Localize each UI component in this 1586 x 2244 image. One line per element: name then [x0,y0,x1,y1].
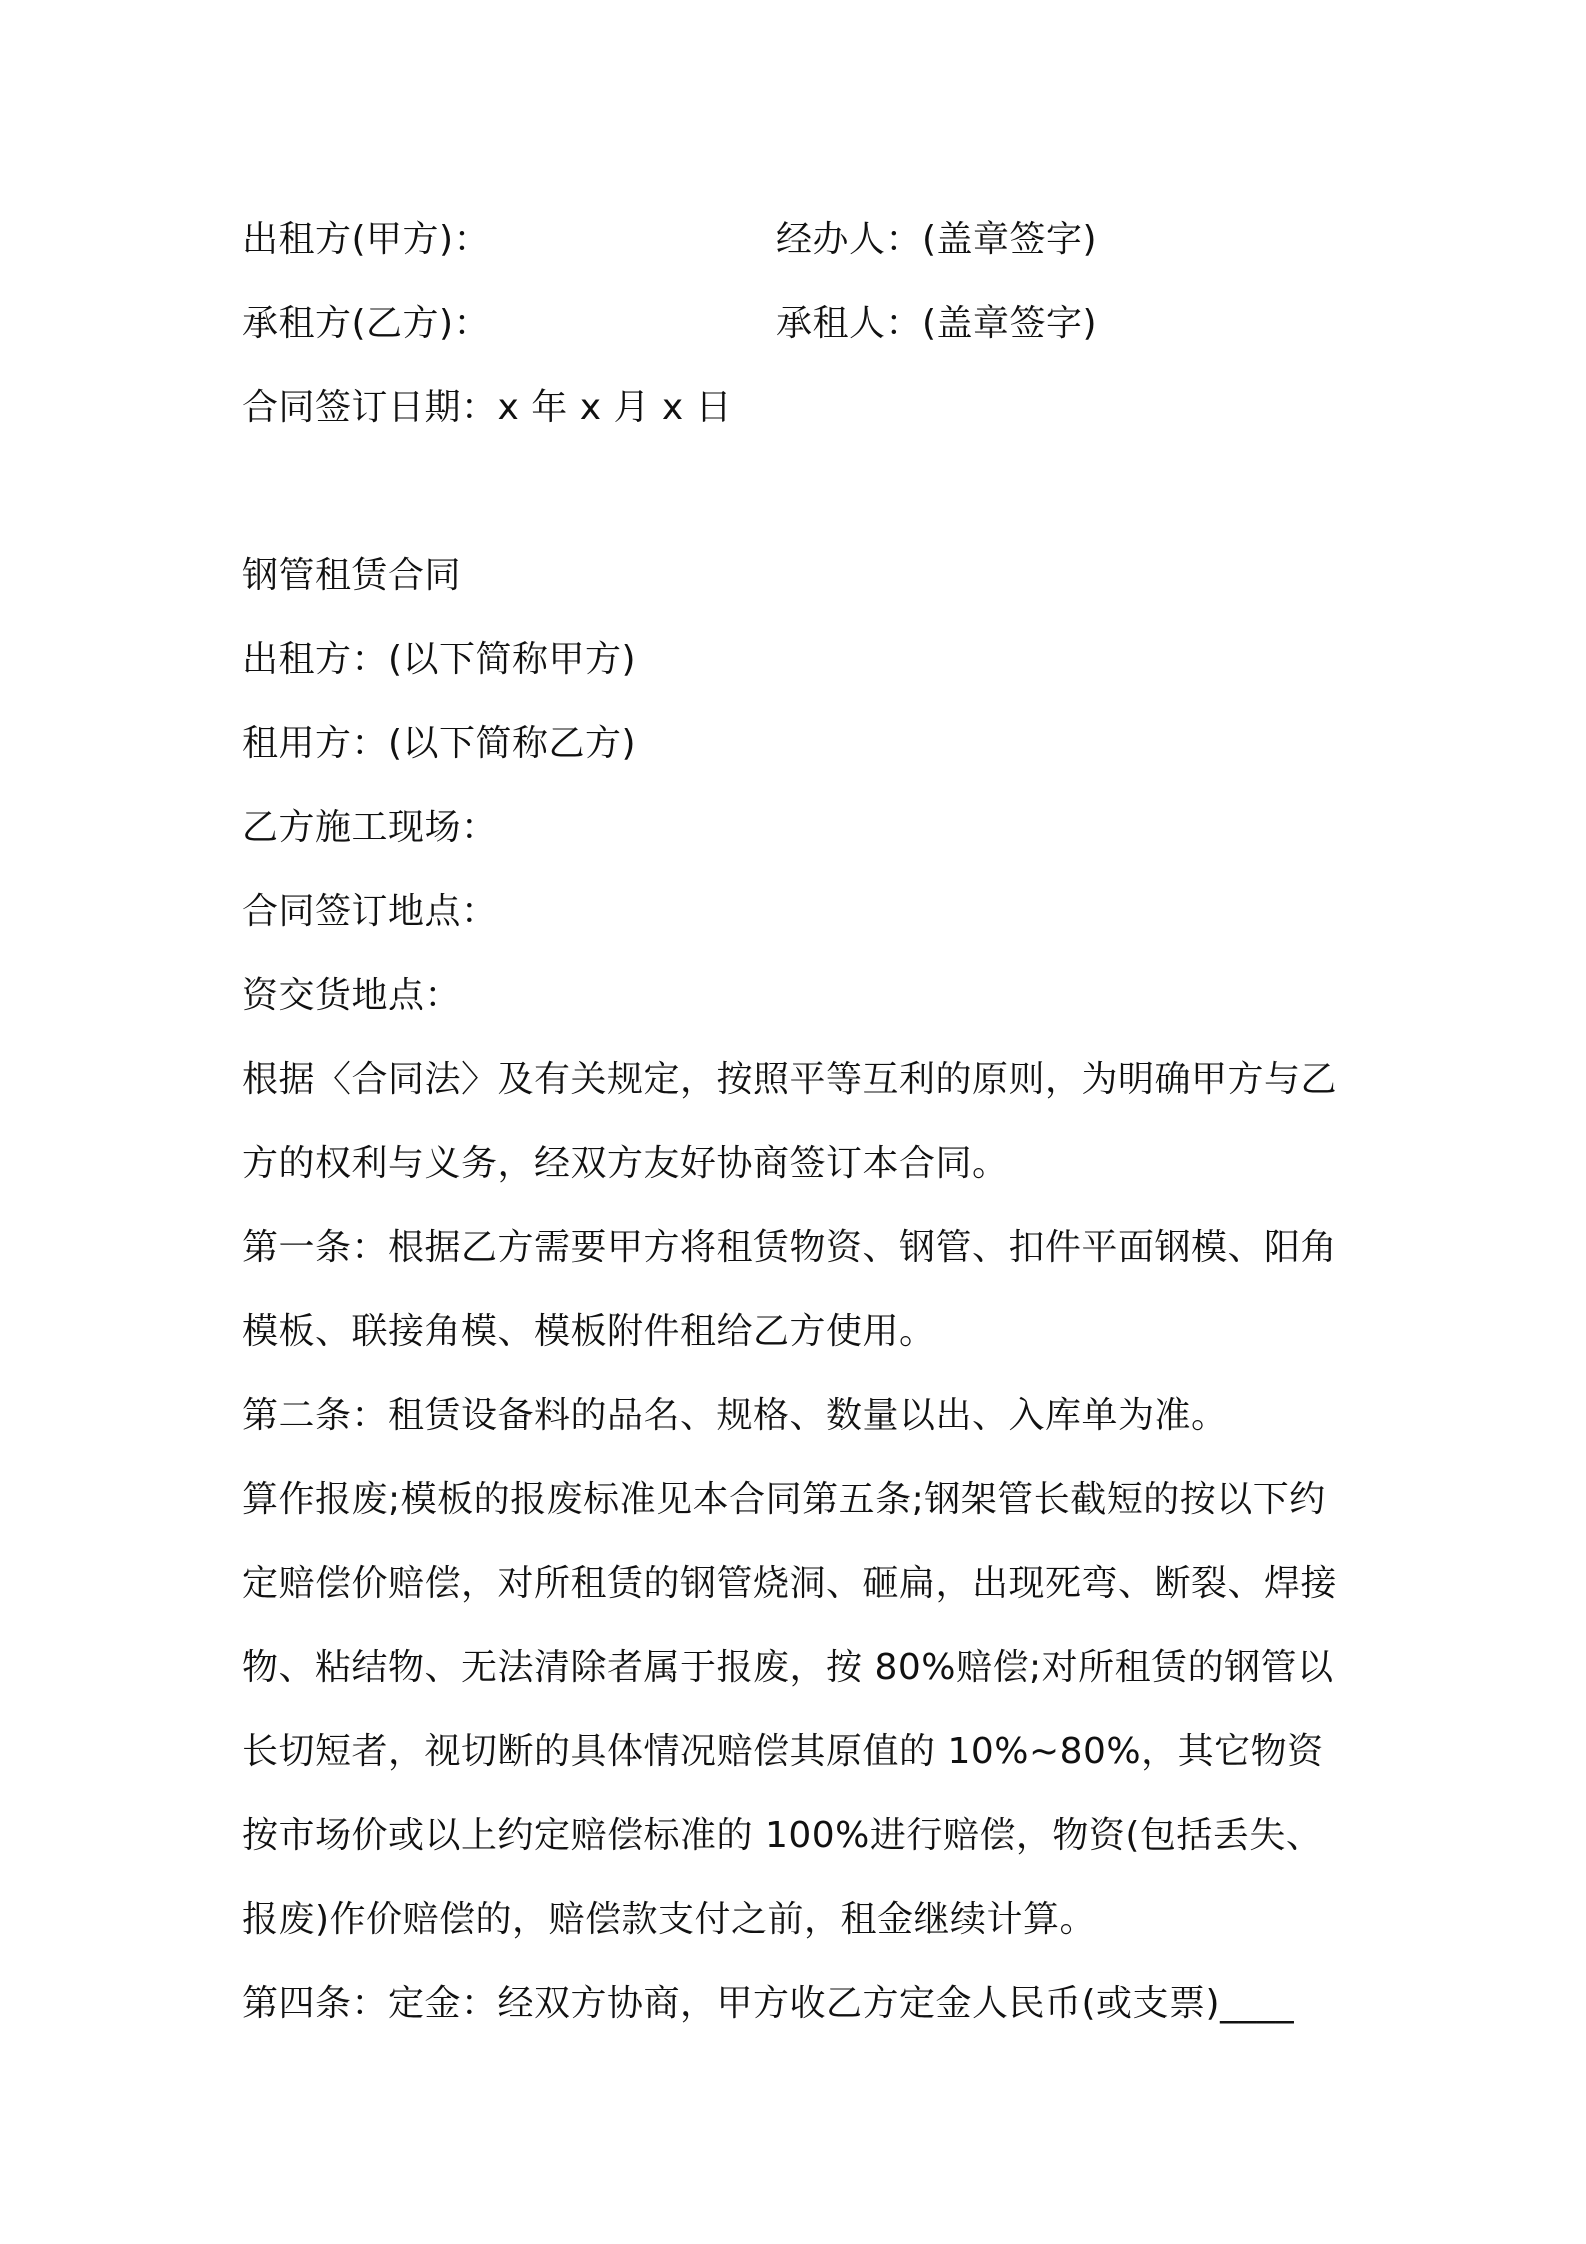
intro-paragraph: 根据〈合同法〉及有关规定，按照平等互利的原则，为明确甲方与乙方的权利与义务，经双方友好协商签订本合同。 [242,1059,1338,1184]
signature-row-lessee [242,282,1352,366]
article-4-paragraph: 第四条：定金：经双方协商，甲方收乙方定金人民币(或支票)____ [242,1983,1295,2024]
document-body [242,198,1352,2046]
scrap-compensation-paragraph: 算作报废;模板的报废标准见本合同第五条;钢架管长截短的按以下约定赔偿价赔偿，对所租赁的钢管烧洞、砸扁，出现死弯、断裂、焊接物、粘结物、无法清除者属于报废，按 80%赔偿;对所租赁的钢管以长切短者，视切断的具体情况赔偿其原值的 10%~80%，其它物资按市场价或以上约定赔偿标准的 100%进行赔偿，物资(包括丢失、报废)作价赔偿的，赔偿款支付之前，租金继续计算。 [242,1479,1338,1940]
construction-site-line: 乙方施工现场： [242,807,498,848]
renter-signature-label: 承租人：(盖章签字) [776,303,1098,344]
renter-line: 租用方：(以下简称乙方) [242,723,637,764]
lessee-signature-label: 承租方(乙方)： [242,303,491,344]
signature-row-lessor [242,198,1352,282]
section-spacer [242,450,1352,534]
contract-sign-date: 合同签订日期：x 年 x 月 x 日 [242,387,733,428]
lessor-signature-label: 出租方(甲方)： [242,219,491,260]
lessor-line: 出租方：(以下简称甲方) [242,639,637,680]
sign-place-line: 合同签订地点： [242,891,498,932]
contract-title: 钢管租赁合同 [242,555,462,596]
article-1-paragraph: 第一条：根据乙方需要甲方将租赁物资、钢管、扣件平面钢模、阳角模板、联接角模、模板附件租给乙方使用。 [242,1227,1338,1352]
delivery-place-line: 资交货地点： [242,975,462,1016]
agent-signature-label: 经办人：(盖章签字) [776,219,1098,260]
article-2-paragraph: 第二条：租赁设备料的品名、规格、数量以出、入库单为准。 [242,1395,1228,1436]
